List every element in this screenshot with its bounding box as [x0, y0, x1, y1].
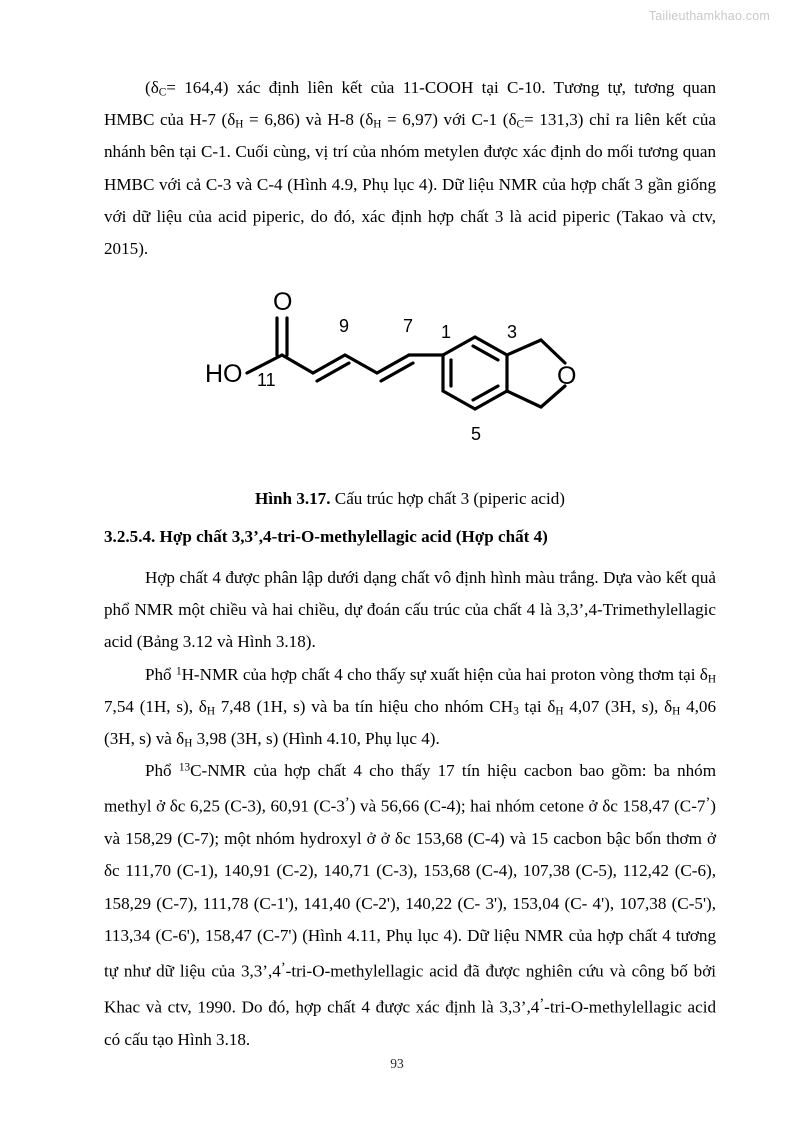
- label-locant-3: 3: [507, 322, 518, 342]
- label-furan-oxygen: O: [557, 362, 577, 390]
- label-locant-11: 11: [257, 370, 276, 390]
- label-locant-7: 7: [403, 316, 414, 336]
- bottom-text-block: [104, 562, 716, 1056]
- watermark-text: Tailieuthamkhao.com: [648, 9, 770, 23]
- top-text-block: [104, 72, 716, 265]
- paragraph-hmbc-piperic: $(\delta_C= 164,4)$ xác định liên kết của 11-COOH tại C-10. Tương tự, tương quan HMBC của H-7 $(\delta_H = 6,86)$ và H-8 $(\delta_H = 6,97)$ với C-1 $(\delta_C= 131,3)$ chỉ ra liên kết của nhánh bên tại C-1. Cuối cùng, vị trí của nhóm metylen được xác định do mối tương quan HMBC với cả C-3 và C-4 (Hình 4.9, Phụ lục 4). Dữ liệu NMR của hợp chất 3 gần giống với dữ liệu của acid piperic, do đó, xác định hợp chất 3 là acid piperic (Takao và ctv, 2015).: [104, 78, 716, 259]
- figure-piperic-acid: [104, 268, 716, 458]
- paragraph-compound4-isolation: Hợp chất 4 được phân lập dưới dạng chất vô định hình màu trắng. Dựa vào kết quả phổ NMR một chiều và hai chiều, dự đoán cấu trúc của chất 4 là 3,3’,4-Trimethylellagic acid (Bảng 3.12 và Hình 3.18).: [104, 568, 716, 652]
- figure-caption-text: Cấu trúc hợp chất 3 (piperic acid): [330, 489, 566, 508]
- label-carbonyl-oxygen: O: [273, 288, 293, 316]
- label-locant-1: 1: [441, 322, 452, 342]
- page-number: 93: [390, 1056, 404, 1071]
- paragraph-1h-nmr: Phổ $^1$H-NMR của hợp chất 4 cho thấy sự xuất hiện của hai proton vòng thơm tại $\delta_H$ 7,54 (1H, s), $\delta_H$ 7,48 (1H, s) và ba tín hiệu cho nhóm $CH_3$ tại $\delta_H$ 4,07 (3H, s), $\delta_H$ 4,06 (3H, s) và $\delta_H$ 3,98 (3H, s) (Hình 4.10, Phụ lục 4).: [104, 664, 716, 750]
- figure-caption-label: Hình 3.17.: [254, 489, 331, 508]
- section-heading-3-2-5-4: 3.2.5.4. Hợp chất 3,3’,4-tri-O-methylellagic acid (Hợp chất 4): [104, 527, 548, 546]
- piperic-acid-svg: [195, 268, 625, 458]
- label-hydroxyl: HO: [205, 360, 243, 388]
- label-locant-9: 9: [339, 316, 350, 336]
- label-locant-5: 5: [471, 424, 482, 444]
- paragraph-13c-nmr: Phổ $^{13}$C-NMR của hợp chất 4 cho thấy 17 tín hiệu cacbon bao gồm: ba nhóm methyl ở δc 6,25 (C-3), 60,91 (C-3’) và 56,66 (C-4); hai nhóm cetone ở δc 158,47 (C-7’) và 158,29 (C-7); một nhóm hydroxyl ở ở δc 153,68 (C-4) và 15 cacbon bậc bốn thơm ở δc 111,70 (C-1), 140,91 (C-2), 140,71 (C-3), 153,68 (C-4), 107,38 (C-5), 112,42 (C-6), 158,29 (C-7), 111,78 (C-1'), 141,40 (C-2'), 140,22 (C- 3'), 153,04 (C- 4'), 107,38 (C-5'), 113,34 (C-6'), 158,47 (C-7') (Hình 4.11, Phụ lục 4). Dữ liệu NMR của hợp chất 4 tương tự như dữ liệu của 3,3’,4’-tri-O-methylellagic acid đã được nghiên cứu và công bố bởi Khac và ctv, 1990. Do đó, hợp chất 4 được xác định là 3,3’,4’-tri-O-methylellagic acid có cấu tạo Hình 3.18.: [104, 761, 717, 1049]
- figure-caption: [104, 487, 716, 511]
